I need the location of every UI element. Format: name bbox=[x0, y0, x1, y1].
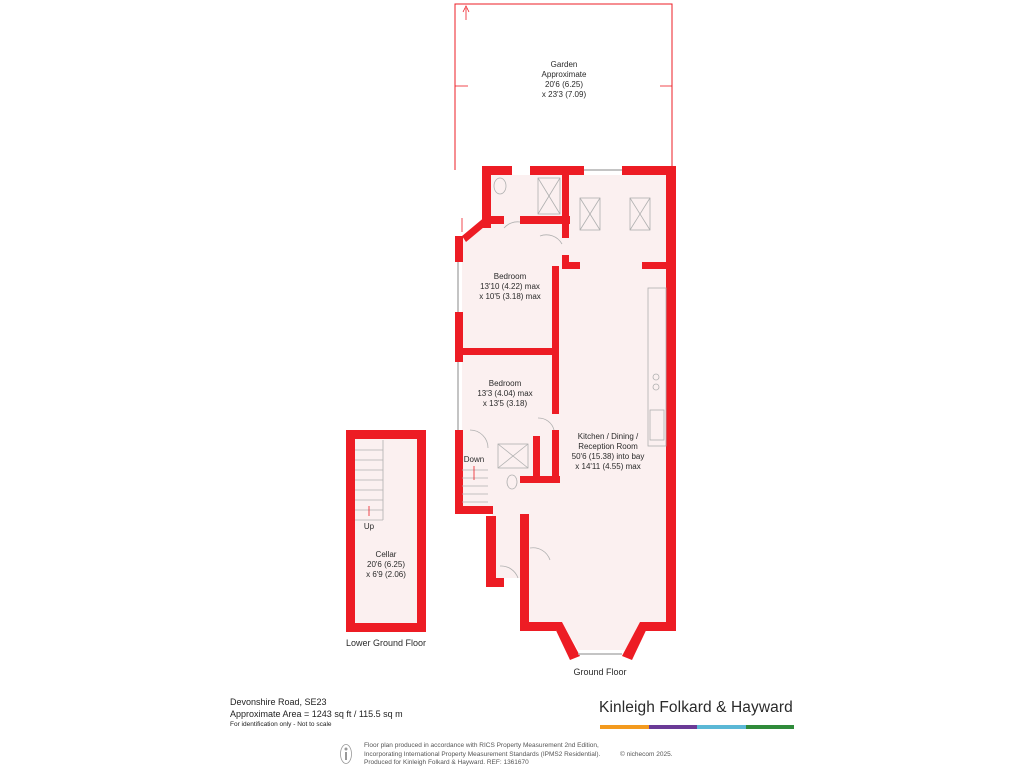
property-info bbox=[230, 696, 403, 730]
brand-name: Kinleigh Folkard & Hayward bbox=[599, 699, 793, 716]
bedroom2-name: Bedroom bbox=[488, 379, 522, 388]
footer-text bbox=[364, 742, 600, 768]
garden-line2: Approximate bbox=[541, 70, 587, 79]
footer-copyright: © nichecom 2025. bbox=[620, 751, 673, 758]
stairs-up-label: Up bbox=[363, 522, 375, 531]
cellar-plan bbox=[346, 430, 426, 632]
cellar-name: Cellar bbox=[375, 550, 397, 559]
footer-line1: Floor plan produced in accordance with RICS Property Measurement 2nd Edition, bbox=[364, 742, 599, 749]
bedroom1-dim2: x 10'5 (3.18) max bbox=[479, 292, 541, 301]
garden-dim2: x 23'3 (7.09) bbox=[541, 90, 587, 99]
kitchen-name2: Reception Room bbox=[578, 442, 638, 451]
person-info-icon bbox=[340, 744, 352, 764]
cellar-dim1: 20'6 (6.25) bbox=[367, 560, 405, 569]
footer-line2: Incorporating International Property Measurement Standards (IPMS2 Residential). bbox=[364, 750, 601, 758]
cellar-dim2: x 6'9 (2.06) bbox=[366, 570, 406, 579]
property-address: Devonshire Road, SE23 bbox=[230, 697, 327, 707]
lower-ground-floor-label: Lower Ground Floor bbox=[345, 638, 427, 648]
ground-floor-label: Ground Floor bbox=[573, 667, 627, 677]
property-area: Approximate Area = 1243 sq ft / 115.5 sq m bbox=[230, 709, 403, 719]
bedroom1-name: Bedroom bbox=[493, 272, 527, 281]
kitchen-name1: Kitchen / Dining / bbox=[577, 432, 639, 441]
stairs-down-label: Down bbox=[463, 455, 485, 464]
brand-bar-green bbox=[746, 725, 795, 729]
bedroom2-dim2: x 13'5 (3.18) bbox=[482, 399, 528, 408]
brand-bar-purple bbox=[649, 725, 698, 729]
bedroom1-dim1: 13'10 (4.22) max bbox=[480, 282, 540, 291]
brand-bar-blue bbox=[697, 725, 746, 729]
garden-dim1: 20'6 (6.25) bbox=[545, 80, 583, 89]
bedroom2-dim1: 13'3 (4.04) max bbox=[477, 389, 533, 398]
kitchen-dim2: x 14'11 (4.55) max bbox=[575, 462, 641, 471]
footer-line3: Produced for Kinleigh Folkard & Hayward. REF: 1361670 bbox=[364, 759, 529, 766]
property-note: For identification only - Not to scale bbox=[230, 721, 332, 728]
brand-bar-orange bbox=[600, 725, 649, 729]
garden-name: Garden bbox=[550, 60, 578, 69]
kitchen-dim1: 50'6 (15.38) into bay bbox=[571, 452, 645, 461]
brand-color-bar bbox=[600, 725, 794, 729]
